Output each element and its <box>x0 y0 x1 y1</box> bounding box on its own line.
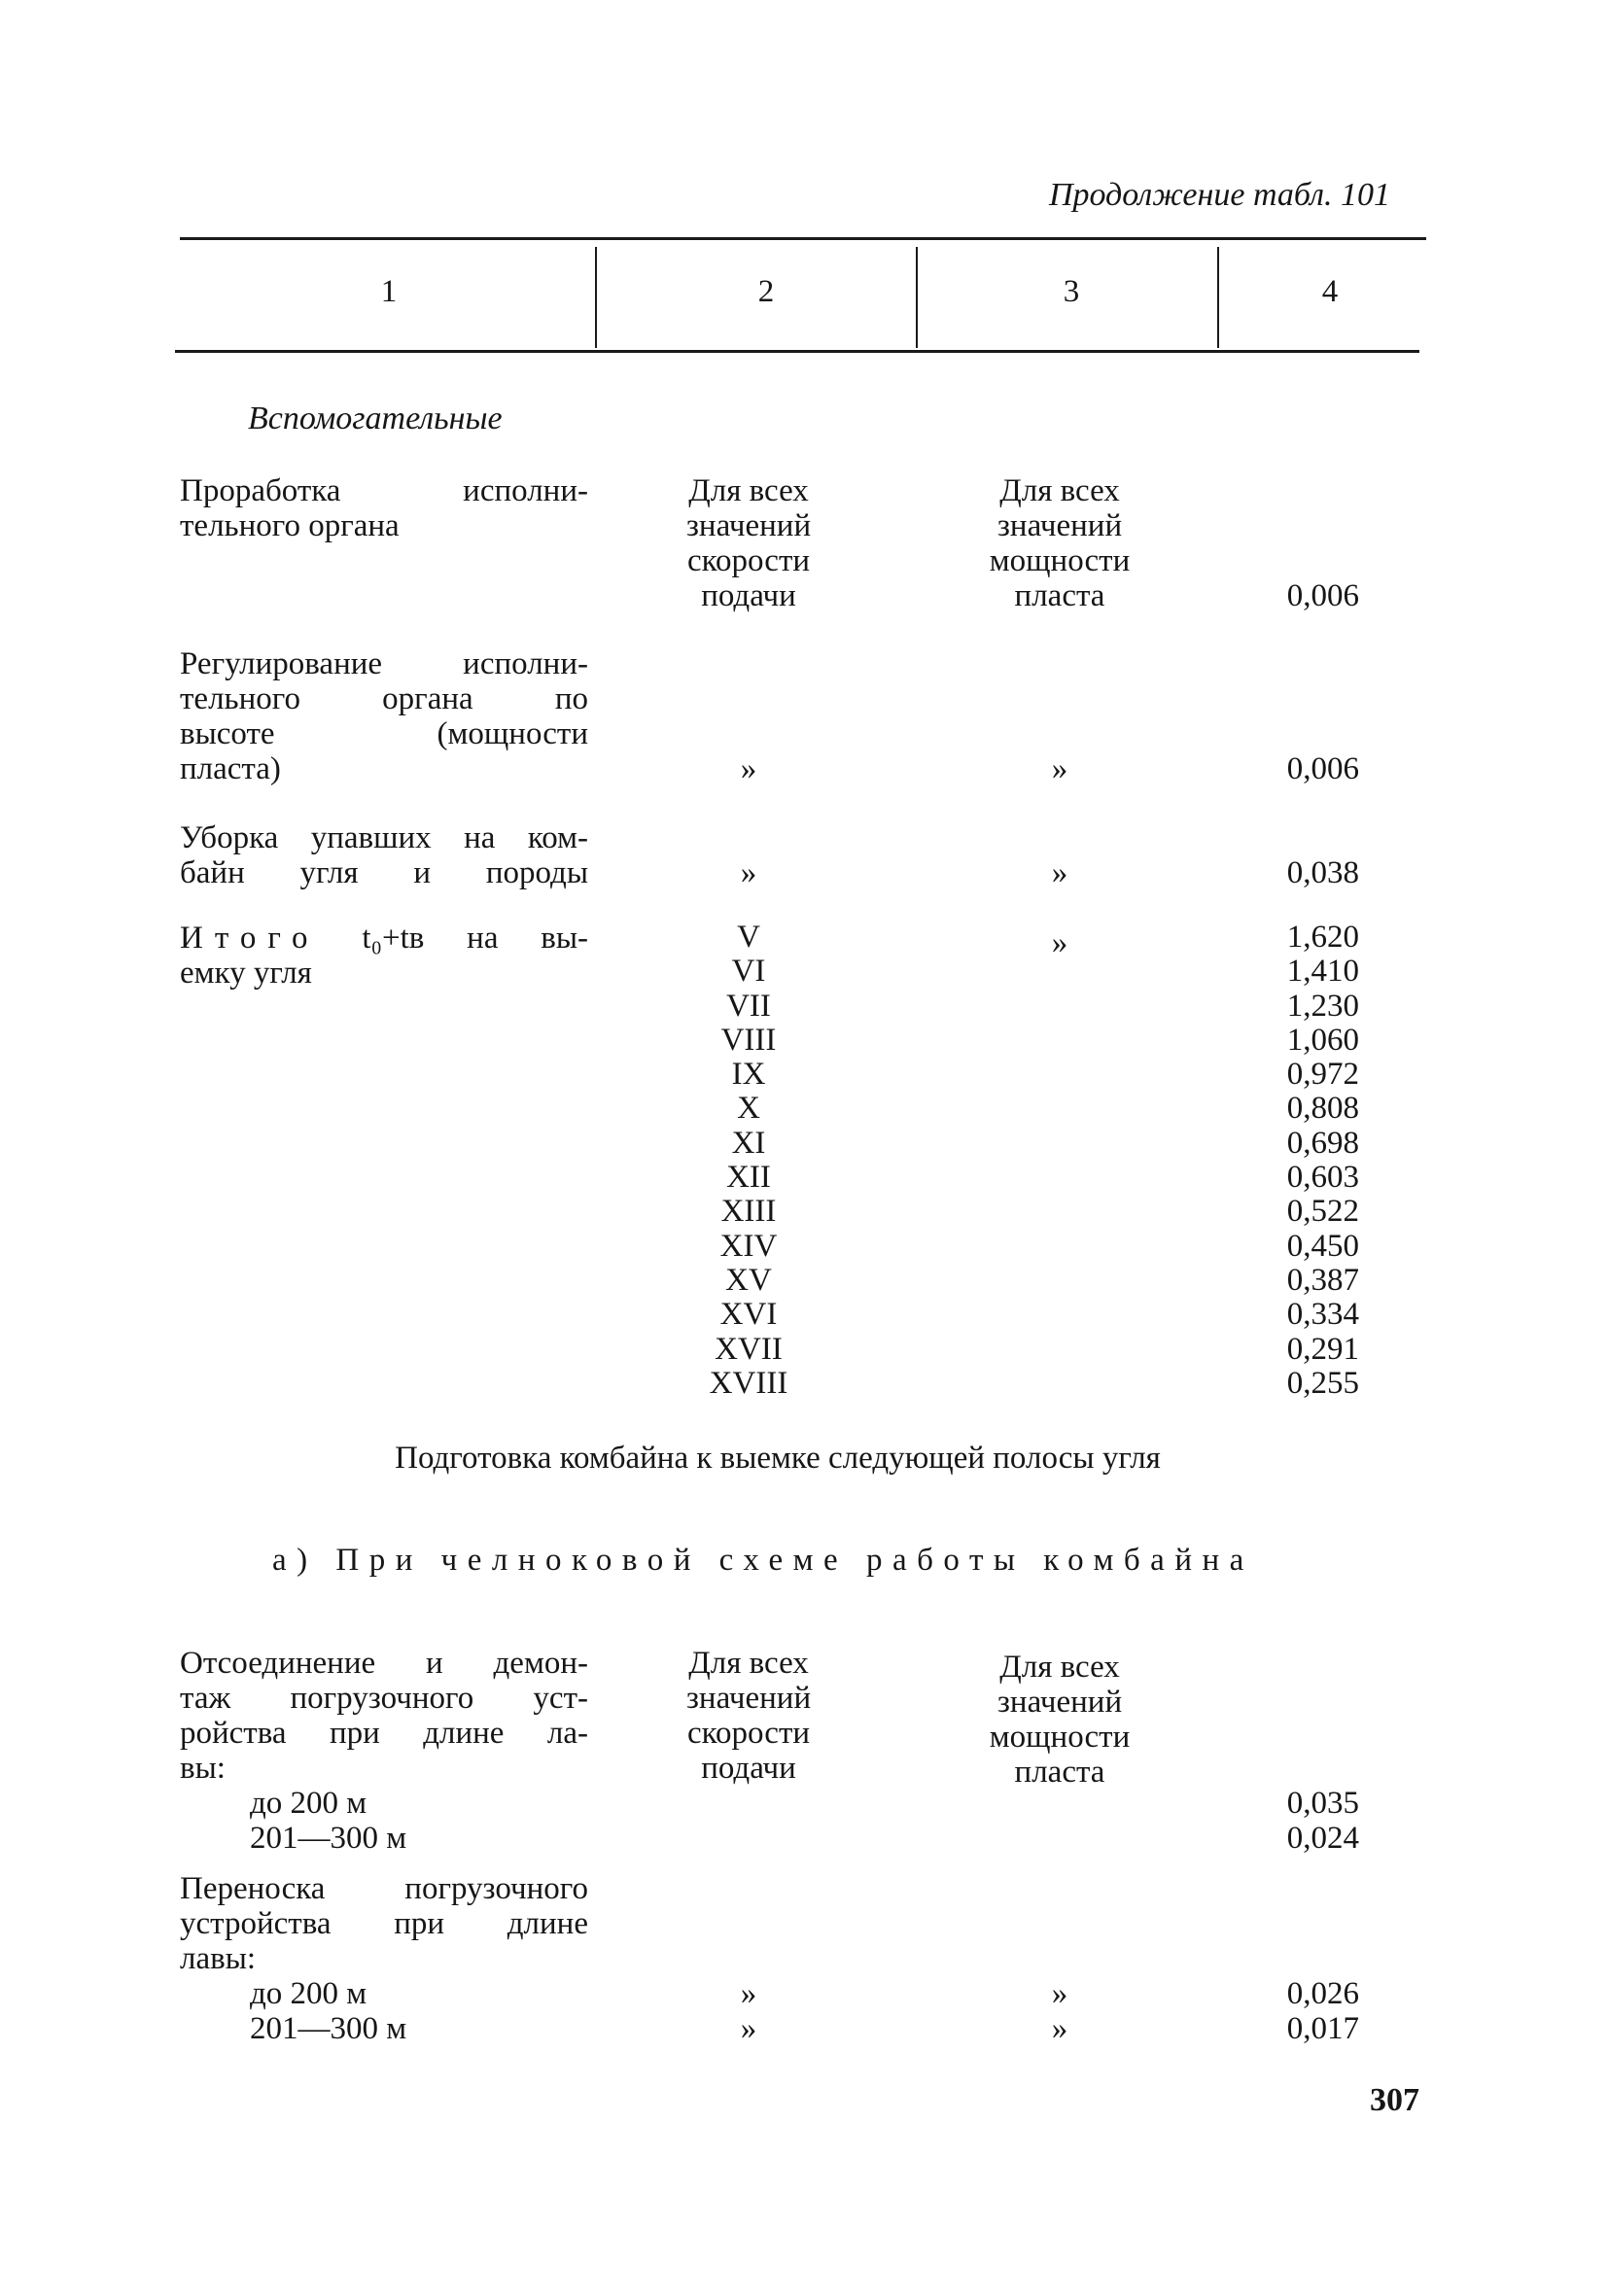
header-col-2: 2 <box>757 274 775 309</box>
row-aux-1-col2: Для всех значений скорости подачи <box>685 473 812 613</box>
list-item: XI <box>731 1125 766 1161</box>
header-bottom-rule <box>175 350 1419 353</box>
row-prep-2-desc: Переноска погрузочного устройства при длине лавы: до 200 м 201—300 м <box>180 1871 588 2046</box>
section-prep-title: Подготовка комбайна к выемке следующей полосы угля <box>395 1441 1161 1476</box>
list-item: 0,603 <box>1286 1160 1359 1196</box>
total-classes-list <box>681 921 817 1401</box>
list-item: 0,698 <box>1286 1125 1359 1161</box>
list-item: X <box>737 1091 760 1127</box>
list-item: V <box>737 920 760 955</box>
list-item: 0,387 <box>1286 1262 1359 1298</box>
header-top-rule <box>180 237 1426 240</box>
table-caption: Продолжение табл. 101 <box>1048 177 1390 213</box>
list-item: XVIII <box>709 1365 788 1401</box>
list-item: 0,291 <box>1286 1331 1359 1367</box>
sub-label: до 200 м <box>250 1976 367 2011</box>
list-item: XVII <box>715 1331 783 1367</box>
row-aux-2-desc: Регулирование исполни- тельного органа по высоте (мощности пласта) <box>180 646 588 786</box>
total-label-line2: емку угля <box>180 956 312 991</box>
row-aux-2-col3: » <box>1051 751 1068 786</box>
list-item: XIV <box>719 1228 778 1264</box>
row-prep-1-col2: Для всех значений скорости подачи <box>685 1646 812 1786</box>
row-aux-3-value: 0,038 <box>1286 855 1359 890</box>
row-prep-2-values: 0,026 0,017 <box>1286 1976 1359 2046</box>
row-prep-1-desc: Отсоединение и демон- таж погрузочного уст- ройства при длине ла- вы: до 200 м 201—300 м <box>180 1646 588 1856</box>
list-item: 0,522 <box>1286 1194 1359 1230</box>
total-col3: » <box>1051 925 1068 960</box>
row-aux-1-value: 0,006 <box>1286 578 1359 613</box>
row-prep-2-col2: » » <box>740 1976 757 2046</box>
header-divider-1 <box>595 247 597 348</box>
list-item: 0,450 <box>1286 1228 1359 1264</box>
sub-label: до 200 м <box>250 1786 367 1821</box>
row-prep-1-col3: Для всех значений мощности пласта <box>989 1650 1131 1790</box>
row-aux-1-desc: Проработка исполни- тельного органа <box>180 473 588 543</box>
list-item: 1,230 <box>1286 988 1359 1024</box>
sub-label: 201—300 м <box>250 1821 407 1856</box>
list-item: VIII <box>720 1022 777 1058</box>
header-divider-3 <box>1217 247 1219 348</box>
list-item: VI <box>731 954 766 990</box>
list-item: 0,255 <box>1286 1365 1359 1401</box>
row-aux-1-col3: Для всех значений мощности пласта <box>989 473 1131 613</box>
list-item: XV <box>725 1262 772 1298</box>
row-aux-3-desc: Уборка упавших на ком- байн угля и породы <box>180 820 588 890</box>
row-aux-2-value: 0,006 <box>1286 751 1359 786</box>
section-prep-subtitle: а) При челноковой схеме работы комбайна <box>272 1543 1254 1578</box>
list-item: 1,060 <box>1286 1022 1359 1058</box>
list-item: 0,972 <box>1286 1057 1359 1093</box>
row-aux-3-col3: » <box>1051 855 1068 890</box>
list-item: 1,620 <box>1286 920 1359 955</box>
list-item: VII <box>726 988 771 1024</box>
header-divider-2 <box>916 247 918 348</box>
list-item: 0,334 <box>1286 1297 1359 1333</box>
row-aux-3-col2: » <box>740 855 757 890</box>
page-number: 307 <box>1370 2082 1419 2118</box>
total-values-list <box>1167 921 1359 1401</box>
list-item: XII <box>726 1160 771 1196</box>
list-item: 0,808 <box>1286 1091 1359 1127</box>
list-item: IX <box>731 1057 766 1093</box>
header-col-4: 4 <box>1321 274 1339 309</box>
total-formula: t₀+tв <box>362 921 425 956</box>
list-item: XIII <box>720 1194 777 1230</box>
total-desc <box>180 921 588 991</box>
list-item: XVI <box>719 1297 778 1333</box>
header-col-1: 1 <box>380 274 398 309</box>
section-aux-title: Вспомогательные <box>248 400 503 436</box>
sub-label: 201—300 м <box>250 2011 407 2046</box>
list-item: 1,410 <box>1286 954 1359 990</box>
total-label-rest: на вы- <box>467 921 589 956</box>
total-label-word: Итого <box>180 921 320 956</box>
row-prep-1-values: 0,035 0,024 <box>1286 1786 1359 1856</box>
header-col-3: 3 <box>1063 274 1080 309</box>
row-prep-2-col3: » » <box>1051 1976 1068 2046</box>
row-aux-2-col2: » <box>740 751 757 786</box>
